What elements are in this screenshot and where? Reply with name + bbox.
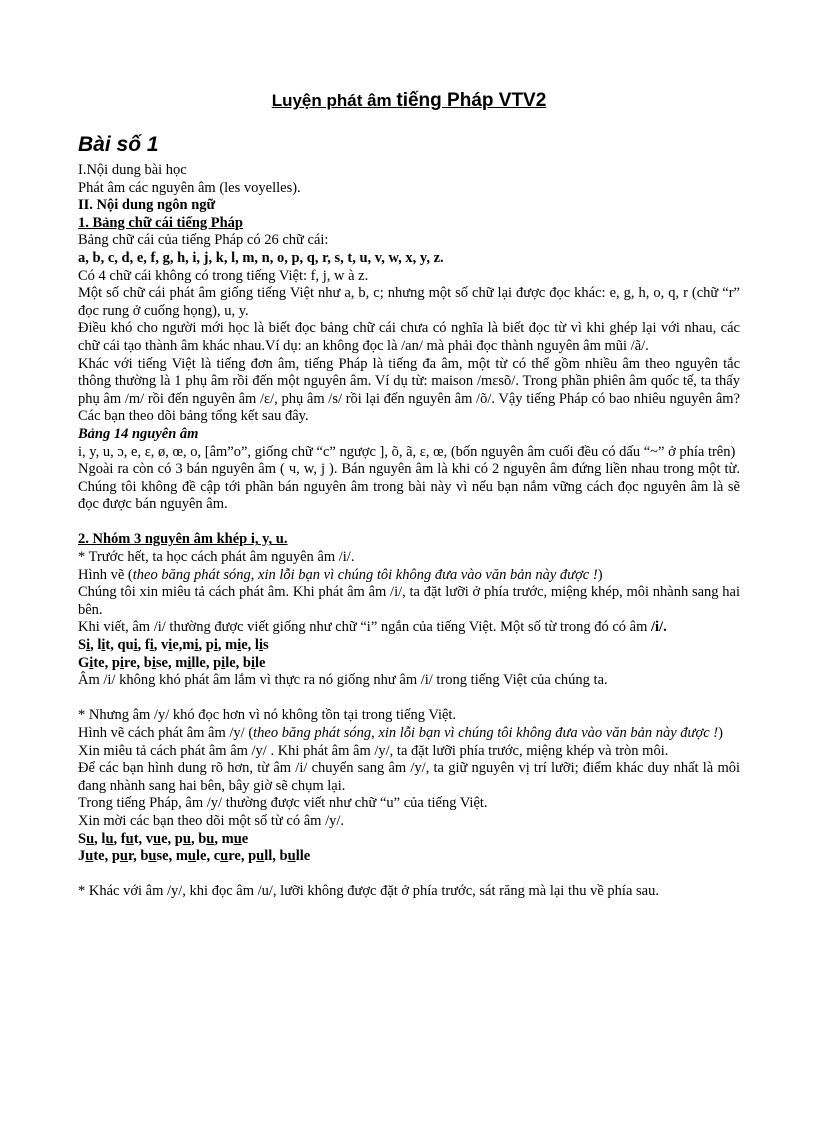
lesson-heading: Bài số 1 <box>78 133 159 156</box>
word-text: e <box>241 830 249 847</box>
paragraph: Khác với tiếng Việt là tiếng đơn âm, tiếng Pháp là tiếng đa âm, một từ có thể gồm nhiều âm theo nguyên tắc thông thường là 1 phụ âm rồi đến một nguyên âm. Ví dụ từ: maison /mɛsõ/. Trong phần phiên âm quốc tế, ta thấy phụ âm /m/ rồi đến nguyên âm /ɛ/, phụ âm /s/ rồi lại đến nguyên âm /õ/. Vậy tiếng Pháp có bao nhiêu nguyên âm? Các bạn theo dõi bảng tổng kết sau đây. <box>78 355 740 425</box>
highlighted-vowel: i <box>149 637 154 654</box>
word-text: , m <box>214 830 234 847</box>
document-title: Luyện phát âm tiếng Pháp VTV2 <box>271 90 547 111</box>
highlighted-vowel: u <box>182 830 191 847</box>
word-text: , f <box>113 830 126 847</box>
word-text: , f <box>137 637 150 654</box>
paragraph: Phát âm các nguyên âm (les voyelles). <box>78 179 301 196</box>
paragraph: Khi viết, âm /i/ thường được viết giống như chữ “i” ngắn của tiếng Việt. Một số từ trong đó có âm /i/. <box>78 619 667 636</box>
highlighted-vowel: i <box>250 654 256 671</box>
paragraph: i, y, u, ɔ, e, ɛ, ø, œ, o, [âm”o”, giống chữ “c” ngược ], õ, ã, ɛ, œ, (bốn nguyên âm cuối đều có dấu “~” ở phía trên) <box>78 443 736 460</box>
word-text: G <box>78 654 90 671</box>
word-text: , m <box>217 637 238 654</box>
highlighted-vowel: i <box>119 654 124 671</box>
word-text: re, p <box>228 848 257 865</box>
word-text: , l <box>94 830 106 847</box>
example-words <box>78 831 740 849</box>
paragraph: Xin mời các bạn theo dõi một số từ có âm /y/. <box>78 812 345 829</box>
paragraph: Một số chữ cái phát âm giống tiếng Việt như a, b, c; nhưng một số chữ lại được đọc khác: e, g, h, o, q, r (chữ “r” đọc rung ở cuống họng), u, y. <box>78 285 740 319</box>
highlighted-vowel: i <box>221 654 226 671</box>
highlighted-vowel: u <box>85 848 94 865</box>
highlighted-vowel: u <box>256 848 265 865</box>
word-text: s <box>262 637 269 654</box>
paragraph: Ngoài ra còn có 3 bán nguyên âm ( ч, w, j ). Bán nguyên âm là khi có 2 nguyên âm đứng liền nhau trong một từ. Chúng tôi không đề cập tới phần bán nguyên âm trong bài này vì nếu bạn nắm vững cách đọc nguyên âm là sẽ đọc được bán nguyên âm. <box>78 461 740 513</box>
highlighted-vowel: u <box>153 830 162 847</box>
word-text: t, v <box>133 830 154 847</box>
highlighted-vowel: u <box>125 830 134 847</box>
word-text: S <box>78 830 87 847</box>
word-text: r, b <box>128 848 149 865</box>
highlighted-vowel: i <box>86 637 91 654</box>
word-text: le, c <box>196 848 221 865</box>
word-text: te, p <box>93 848 120 865</box>
highlighted-vowel: i <box>187 654 192 671</box>
highlighted-vowel: i <box>151 654 156 671</box>
word-text: te, p <box>93 654 120 671</box>
paragraph: Xin miêu tả cách phát âm âm /y/ . Khi phát âm âm /y/, ta đặt lưỡi phía trước, miệng khép và tròn môi. <box>78 742 669 759</box>
paragraph: * Khác với âm /y/, khi đọc âm /u/, lưỡi không được đặt ở phía trước, sát răng mà lại thu về phía sau. <box>78 883 659 900</box>
word-text: le <box>255 654 266 671</box>
word-text: se, m <box>155 654 188 671</box>
table-heading: Bảng 14 nguyên âm <box>78 425 199 442</box>
highlighted-vowel: u <box>119 848 128 865</box>
word-text: e, p <box>161 830 183 847</box>
word-text: t, qu <box>105 637 134 654</box>
document-page <box>78 90 740 901</box>
word-text: e,m <box>172 637 195 654</box>
highlighted-vowel: u <box>206 830 215 847</box>
highlighted-vowel: u <box>86 830 95 847</box>
highlighted-vowel: u <box>148 848 157 865</box>
highlighted-vowel: i <box>237 637 242 654</box>
highlighted-vowel: i <box>258 637 263 654</box>
word-text: S <box>78 637 87 654</box>
highlighted-vowel: i <box>101 637 106 654</box>
word-text: lle, p <box>191 654 222 671</box>
word-text: le, b <box>225 654 251 671</box>
word-text: , b <box>190 830 207 847</box>
paragraph: * Trước hết, ta học cách phát âm nguyên âm /i/. <box>78 549 355 566</box>
paragraph: * Nhưng âm /y/ khó đọc hơn vì nó không tồn tại trong tiếng Việt. <box>78 707 457 724</box>
highlighted-vowel: u <box>287 848 296 865</box>
highlighted-vowel: i <box>194 637 199 654</box>
highlighted-vowel: i <box>89 654 94 671</box>
word-text: se, m <box>156 848 188 865</box>
paragraph: Để các bạn hình dung rõ hơn, từ âm /i/ chuyển sang âm /y/, ta giữ nguyên vị trí lưỡi; điểm khác duy nhất là môi đang nhành sang hai bên, bây giờ sẽ chụm lại. <box>78 760 740 794</box>
word-text: e, l <box>241 637 259 654</box>
word-text: ll, b <box>264 848 288 865</box>
highlighted-vowel: i <box>213 637 218 654</box>
paragraph: I.Nội dung bài học <box>78 162 187 178</box>
highlighted-vowel: i <box>133 637 138 654</box>
paragraph: Bảng chữ cái của tiếng Pháp có 26 chữ cái: <box>78 232 329 249</box>
paragraph: Điều khó cho người mới học là biết đọc bảng chữ cái chưa có nghĩa là biết đọc từ vì khi ghép lại với nhau, các chữ cái tạo thành âm khác nhau.Ví dụ: an không đọc là /an/ mà phải đọc thành nguyên âm mũi /ã/. <box>78 320 740 354</box>
word-text: re, b <box>123 654 152 671</box>
paragraph: Có 4 chữ cái không có trong tiếng Việt: f, j, w à z. <box>78 267 369 284</box>
highlighted-vowel: u <box>220 848 229 865</box>
paragraph: Hình vẽ (theo băng phát sóng, xin lỗi bạn vì chúng tôi không đưa vào văn bản này được !) <box>78 566 603 583</box>
word-text: , v <box>153 637 169 654</box>
word-text: , l <box>90 637 102 654</box>
paragraph: Chúng tôi xin miêu tả cách phát âm. Khi phát âm âm /i/, ta đặt lưỡi ở phía trước, miệng khép, môi nhành sang hai bên. <box>78 584 740 618</box>
example-words <box>78 637 740 655</box>
example-words <box>78 655 740 673</box>
highlighted-vowel: i <box>168 637 173 654</box>
highlighted-vowel: u <box>105 830 114 847</box>
example-words <box>78 848 740 866</box>
subsection-heading: 1. Bảng chữ cái tiếng Pháp <box>78 214 243 231</box>
word-text: , p <box>198 637 214 654</box>
subsection-heading: 2. Nhóm 3 nguyên âm khép i, y, u. <box>78 531 288 548</box>
word-text: J <box>78 848 86 865</box>
alphabet-line: a, b, c, d, e, f, g, h, i, j, k, l, m, n, o, p, q, r, s, t, u, v, w, x, y, z. <box>78 249 444 266</box>
word-text: lle <box>295 848 311 865</box>
paragraph: Hình vẽ cách phát âm âm /y/ (theo băng phát sóng, xin lỗi bạn vì chúng tôi không đưa vào văn bản này được !) <box>78 725 723 741</box>
section-heading: II. Nội dung ngôn ngữ <box>78 197 216 214</box>
highlighted-vowel: u <box>187 848 196 865</box>
paragraph: Âm /i/ không khó phát âm lắm vì thực ra nó giống như âm /i/ trong tiếng Việt của chúng ta. <box>78 672 608 689</box>
paragraph: Trong tiếng Pháp, âm /y/ thường được viết như chữ “u” của tiếng Việt. <box>78 795 488 812</box>
highlighted-vowel: u <box>233 830 242 847</box>
